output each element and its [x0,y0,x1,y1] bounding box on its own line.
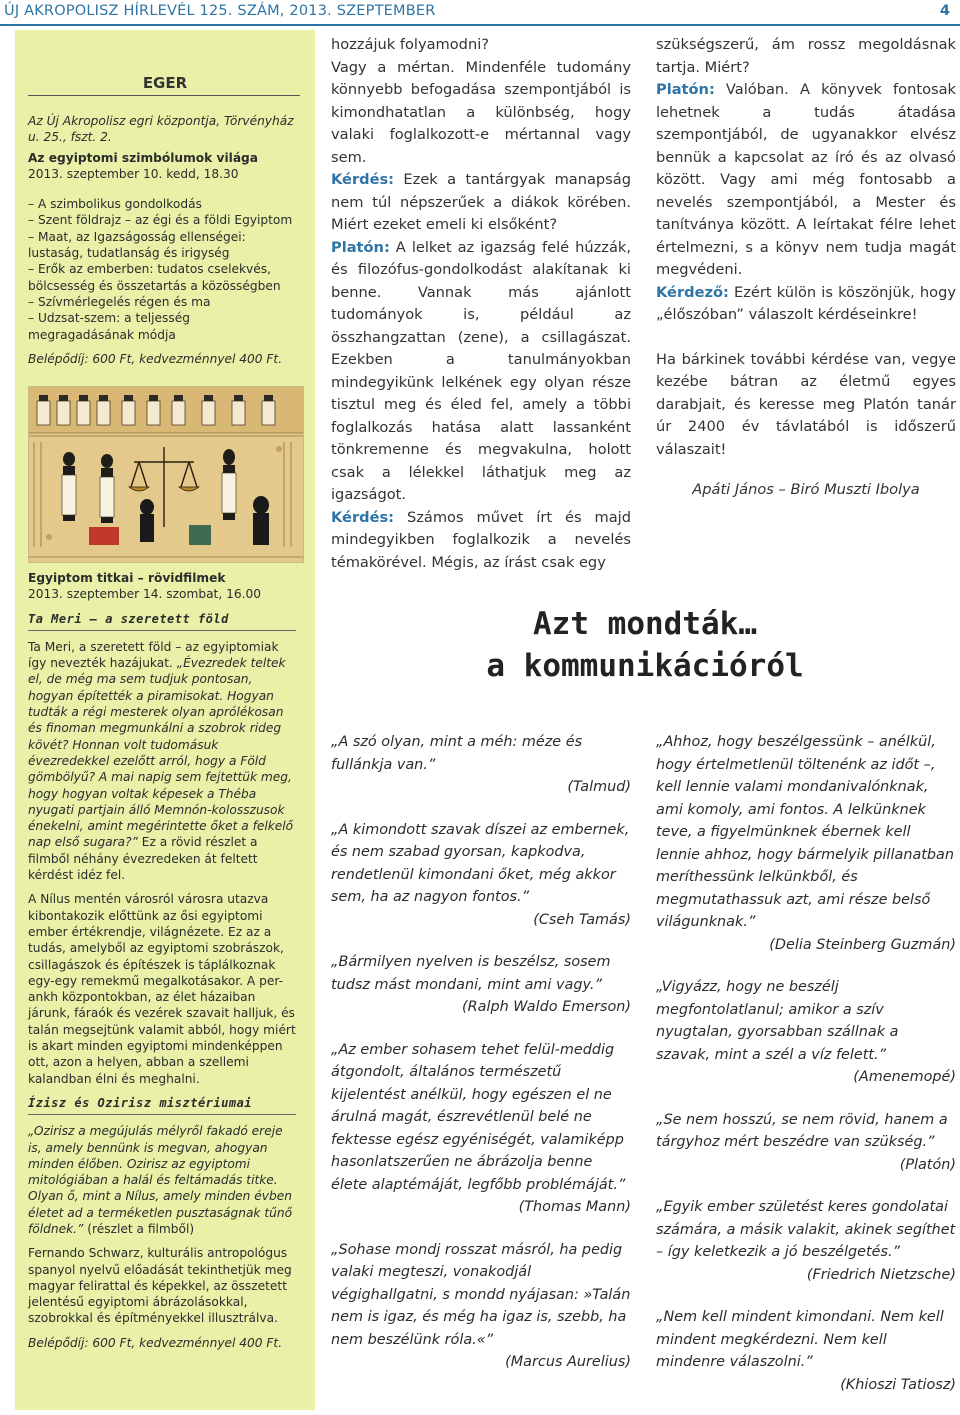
event1-block [28,113,296,367]
film2-text: „Ozirisz a megújulás mélyről fakadó ereje is, amely bennünk is megvan, ahogyan minden élőben. Ozirisz az egyiptomi mitológiában a halál és feltámadás titke. Olyan ő, mint a Nílus, amely minden évben életet ad a terméketlen pusztaságnak tűnő földnek.” (részlet a filmből) [28,1124,293,1236]
interview-text: szükségszerű, ám rossz megoldásnak tartja. Miért? [656,36,956,76]
quotes-section-title-line2: a kommunikációról [486,648,804,684]
quote-author: (Ralph Waldo Emerson) [462,999,631,1015]
film1-text: Ta Meri, a szeretett föld – az egyiptomiak így nevezték hazájukat. „Évezredek teltek el, de még ma sem tudjuk pontosan, hogyan építették a piramisokat. Hogyan tudták a régi mesterek olyan aprólékosan és finoman megmunkálni a szobrok rideg kövét? Honnan volt tudomásuk évezredekkel ezelőtt arról, hogy a Föld gömbölyű? A mai napig sem fejtettük meg, hogy hogyan voltak képesek a Théba nyugati partjain álló Memnón-kolosszusok énekelni, amint megérintette őket a felkelő nap első sugara?” Ez a rövid részlet a filmből néhány évezredeken át feltett kérdést idéz fel. [28,639,294,883]
interview-answer: Platón: Valóban. A könyvek fontosak lehetnek a tudás átadása szempontjából, de ugyanakkor elvész bennük a kapcsolat az író és az olvasó között. Vagy ami még fontosabb a nevelés szempontjából, a Mester és tanítványa között. A leírtakat félre lehet értelmezni, s a könyv nem tudja magát megvédeni. [656,81,956,278]
event1-item: – Szent földrajz – az égi és a földi Egyiptom [28,213,293,228]
quote-text: „Sohase mondj rosszat másról, ha pedig valaki megteszi, vonakodjál végighallgatni, s mondd nyájasan: »Talán nem is igaz, és még ha igaz is, szebb, ha nem beszélünk róla.«” [331,1241,631,1348]
event2-fee: Belépődíj: 600 Ft, kedvezménnyel 400 Ft. [28,1335,283,1350]
interview-column-1 [331,34,631,574]
quote-text: „A kimondott szavak díszei az embernek, és nem szabad gyorsan, kapkodva, rendetlenül kimondani őket, még akkor sem, ha az nagyon fontos.” [331,821,630,905]
event1-title: Az egyiptomi szimbólumok világa [28,150,258,165]
film2-title: Ízisz és Ozirisz misztériumai [28,1095,253,1110]
event1-item: – Udzsat-szem: a teljesség megragadásának módja [28,311,190,342]
event2-date: 2013. szeptember 14. szombat, 16.00 [28,587,261,602]
event1-date: 2013. szeptember 10. kedd, 18.30 [28,166,239,181]
event1-item: – Maat, az Igazságosság ellenségei: lustaság, tudatlanság és irigység [28,229,246,261]
sidebar-title-divider [28,95,300,96]
quote-author: (Marcus Aurelius) [505,1354,631,1370]
film1-title-divider [28,630,296,631]
event2-title: Egyiptom titkai – rövidfilmek [28,571,226,585]
header-divider [0,24,960,26]
venue: Az Új Akropolisz egri központja, Törvényház u. 25., fszt. 2. [28,114,294,145]
interview-column-2 [656,34,956,502]
film1-title: Ta Meri – a szeretett föld [28,611,229,626]
quote-text: „A szó olyan, mint a méh: méze és fullánkja van.” [331,734,583,773]
egyptian-papyrus-image [28,386,304,563]
film2-paragraph: Fernando Schwarz, kulturális antropológus spanyol nyelvű előadását tekinthetjük meg magyar felirattal és képekkel, az összetett jelentésű egyiptomi ábrázolásokkal, szobrokkal és építményekkel illusztrálva. [28,1246,292,1326]
publication-title: ÚJ AKROPOLISZ HÍRLEVÉL 125. SZÁM, 2013. SZEPTEMBER [4,3,436,19]
quote-text: „Egyik ember születést keres gondolatai számára, a másik valakit, akinek segíthet – így keletkezik a jó beszélgetés.” [656,1199,956,1260]
closing-paragraph: Ha bárkinek további kérdése van, vegye kezébe bátran az életmű egyes darabjait, és keresse meg Platón tanár úr 2400 év távlatából is időszerű válaszait! [656,350,956,458]
quote-text: „Ahhoz, hogy beszélgessünk – anélkül, hogy értelmetlenül töltenénk az időt –, kell lennie valami mondanivalónknak, ami komoly, ami fontos. A lelkünknek teve, a figyelmünknek ébernek kell lennie ahhoz, hogy bármelyik pillanatban meríthessünk lelkünkből, és megmutathassuk azt, ami része belső világunknak.” [656,734,955,930]
quote-author: (Amenemopé) [853,1069,956,1085]
quote-text: „Nem kell mindent kimondani. Nem kell mindent megkérdezni. Nem kell mindenre válaszolni.” [656,1309,944,1370]
interview-authors: Apáti János – Biró Muszti Ibolya [692,481,920,498]
quote-text: „Az ember sohasem tehet felül-meddig átgondolt, általános természetű kijelentést anélkül, hogy egészen el ne árulná magát, észrevétlenül belé ne fektesse egész egyéniségét, valamiképp hasonlatszerűen ne ábrázolja benne élete alaptémáját, legfőbb problémáját.” [331,1041,626,1193]
event1-item: – Szívmérlegelés régen és ma [28,294,211,309]
interview-answer: Platón: A lelket az igazság felé húzzák, és filozófus-gondolkodást alakítanak ki benne. Vannak más ajánlott tudományok is, például az összhangzattan (zene), a csillagászat. Ezekben a tanulmányokban mindegyikünk lelkének egy olyan része tisztul meg és éled fel, amely a többi foglalkozás hatása alatt lassanként tönkremenne és megvakulna, holott csak a lélekkel láthatjuk meg az igazságot. [331,238,631,503]
quote-author: (Thomas Mann) [518,1199,631,1215]
event2-block [28,570,296,1351]
event1-fee: Belépődíj: 600 Ft, kedvezménnyel 400 Ft. [28,351,283,366]
quote-text: „Se nem hosszú, se nem rövid, hanem a tárgyhoz mért beszédre van szükség.” [656,1111,948,1150]
event1-item: – A szimbolikus gondolkodás [28,197,202,212]
film2-title-divider [28,1114,296,1115]
quote-author: (Talmud) [567,779,631,795]
page-header [0,0,960,24]
quote-text: „Vigyázz, hogy ne beszélj megfontolatlanul; amikor a szív nyugtalan, gyorsabban szállnak a szavak, mint a szél a víz felett.” [656,979,899,1063]
quote-text: „Bármilyen nyelven is beszélsz, sosem tudsz mást mondani, mint ami vagy.” [331,954,611,993]
quote-author: (Platón) [899,1156,956,1173]
quote-author: (Friedrich Nietzsche) [806,1266,956,1283]
interview-text: hozzájuk folyamodni? [331,36,489,53]
quote-author: (Cseh Tamás) [533,911,631,928]
event1-item: – Erők az emberben: tudatos cselekvés, bölcsesség és összetartás a közösségben [28,262,281,293]
interview-question: Kérdező: Ezért külön is köszönjük, hogy „élőszóban” válaszolt kérdéseinkre! [656,283,956,323]
interview-question: Kérdés: Számos művet írt és majd mindegyikben foglalkozik a nevelés témakörével. Mégis, az írást csak egy [331,508,631,571]
quotes-column-left [331,731,631,1374]
quote-author: (Delia Steinberg Guzmán) [769,936,956,953]
interview-question: Kérdés: Ezek a tantárgyak manapság nem túl népszerűek a diákok körében. Miért ezeket emeli ki elsőként? [331,171,631,233]
interview-text: Vagy a mértan. Mindenféle tudomány könnyebb befogadása szempontjából is kimondhatatlan a különbség, hogy valaki foglalkozott-e mértannal vagy sem. [331,58,631,166]
quote-author: (Khioszi Tatiosz) [840,1376,956,1393]
film1-paragraph: A Nílus mentén városról városra utazva kibontakozik előttünk az ősi egyiptomi ember értékrendje, világnézete. Ez az a tudás, amelyből az egyiptomi szobrászok, csillagászok és építészek is táplálkoznak egy-egy remekmű megalkotásakor. A per-ankh központokban, az élet házaiban járunk, fáraók és vezérek szavait halljuk, és talán megsejtünk valamit abból, hogy miért is akart minden egyiptomi mindenképpen ott, azon a helyen, abban a szellemi kalandban élni és meghalni. [28,892,296,1086]
sidebar-title: EGER [142,74,188,92]
quotes-section-title-line1: Azt mondták… [533,606,757,642]
quotes-column-right [656,731,956,1396]
page-number: 4 [939,3,950,19]
